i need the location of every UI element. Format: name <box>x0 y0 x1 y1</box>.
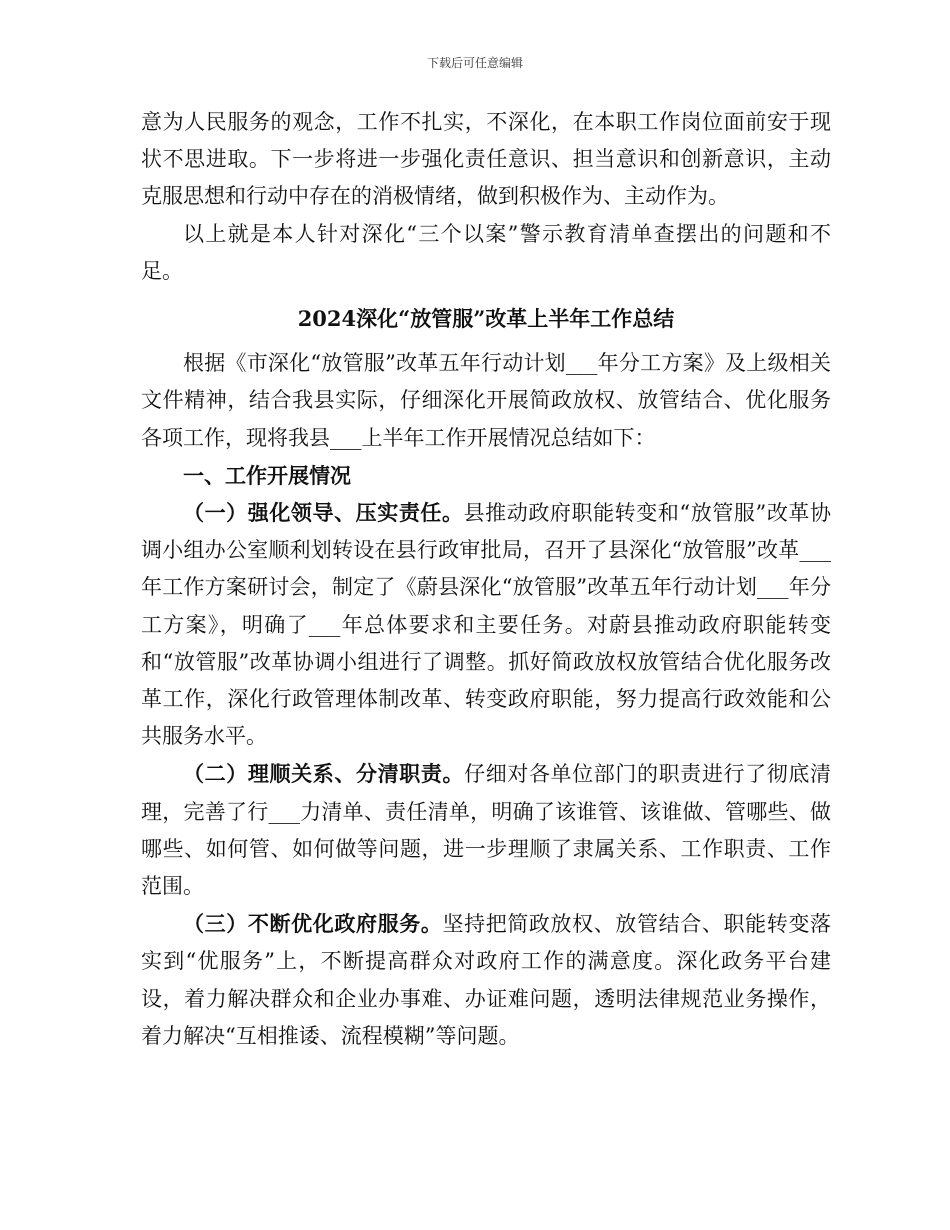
paragraph-intro: 根据《市深化“放管服”改革五年行动计划___年分工方案》及上级相关文件精神，结合我县实际，仔细深化开展简政放权、放管结合、优化服务各项工作，现将我县___上半年工作开展情况总结如下： <box>141 351 831 450</box>
item-1-text: 县推动政府职能转变和“放管服”改革协调小组办公室顺利划转设在县行政审批局，召开了县深化“放管服”改革___年工作方案研讨会，制定了《蔚县深化“放管服”改革五年行动计划___年分工方案》，明确了___年总体要求和主要任务。对蔚县推动政府职能转变和“放管服”改革协调小组进行了调整。抓好简政放权放管结合优化服务改革工作，深化行政管理体制改革、转变政府职能，努力提高行政效能和公共服务水平。 <box>141 501 831 749</box>
paragraph-conclusion: 以上就是本人针对深化“三个以案”警示教育清单查摆出的问题和不足。 <box>141 221 831 283</box>
item-3-text: 坚持把简政放权、放管结合、职能转变落实到“优服务”上，不断提高群众对政府工作的满意度。深化政务平台建设，着力解决群众和企业办事难、办证难问题，透明法律规范业务操作，着力解决“互相推诿、流程模糊”等问题。 <box>141 912 832 1048</box>
document-body <box>141 104 831 1055</box>
item-2-text: 仔细对各单位部门的职责进行了彻底清理，完善了行___力清单、责任清单，明确了该谁管、该谁做、管哪些、做哪些、如何管、如何做等问题，进一步理顺了隶属关系、工作职责、工作范围。 <box>141 762 832 899</box>
section-heading: 一、工作开展情况 <box>183 462 351 488</box>
header-note: 下载后可任意编辑 <box>426 56 523 70</box>
paragraph-item-2 <box>141 755 831 905</box>
paragraph-item-3 <box>141 905 831 1055</box>
item-1-lead: （一）强化领导、压实责任。 <box>183 500 464 526</box>
document-title: 2024深化“放管服”改革上半年工作总结 <box>297 306 675 332</box>
item-3-lead: （三）不断优化政府服务。 <box>183 911 443 937</box>
paragraph-continued: 意为人民服务的观念，工作不扎实，不深化，在本职工作岗位面前安于现状不思进取。下一步将进一步强化责任意识、担当意识和创新意识，主动克服思想和行动中存在的消极情绪，做到积极作为、主动作为。 <box>141 110 831 209</box>
paragraph-item-1 <box>141 494 831 755</box>
item-2-lead: （二）理顺关系、分清职责。 <box>183 761 465 787</box>
